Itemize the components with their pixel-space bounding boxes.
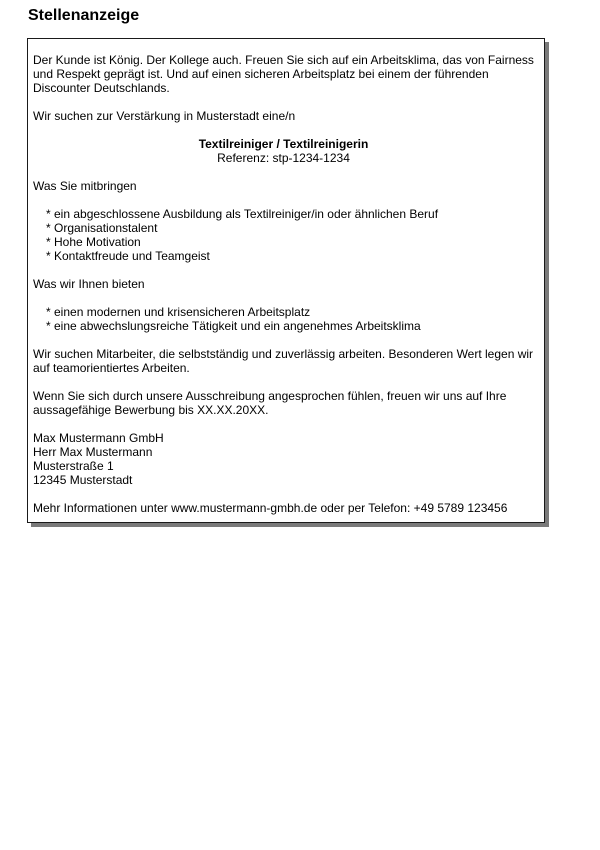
postal-city: 12345 Musterstadt xyxy=(33,473,133,487)
list-item: * ein abgeschlossene Ausbildung als Textilreiniger/in oder ähnlichen Beruf xyxy=(46,207,439,221)
list-item: * Organisationstalent xyxy=(46,221,158,235)
list-item: * Hohe Motivation xyxy=(46,235,141,249)
list-item: * einen modernen und krisensicheren Arbeitsplatz xyxy=(46,305,311,319)
contact-block xyxy=(33,431,534,487)
offer-heading: Was wir Ihnen bieten xyxy=(33,277,145,291)
company-name: Max Mustermann GmbH xyxy=(33,431,164,445)
search-line: Wir suchen zur Verstärkung in Musterstadt eine/n xyxy=(33,109,296,123)
job-heading xyxy=(33,137,534,165)
more-info-line: Mehr Informationen unter www.mustermann-gmbh.de oder per Telefon: +49 5789 123456 xyxy=(33,501,508,515)
job-title: Textilreiniger / Textilreinigerin xyxy=(198,137,369,151)
job-ad-box xyxy=(27,38,545,523)
list-item: * eine abwechslungsreiche Tätigkeit und ein angenehmes Arbeitsklima xyxy=(46,319,421,333)
list-item: * Kontaktfreude und Teamgeist xyxy=(46,249,210,263)
values-paragraph: Wir suchen Mitarbeiter, die selbstständig und zuverlässig arbeiten. Besonderen Wert legen wir auf teamorientiertes Arbeiten. xyxy=(33,347,534,375)
requirements-heading: Was Sie mitbringen xyxy=(33,179,137,193)
requirements-list xyxy=(33,207,534,263)
contact-person: Herr Max Mustermann xyxy=(33,445,153,459)
intro-paragraph: Der Kunde ist König. Der Kollege auch. Freuen Sie sich auf ein Arbeitsklima, das von Fairness und Respekt geprägt ist. Und auf einen sicheren Arbeitsplatz bei einem der führenden Discounter Deutschlands. xyxy=(33,53,534,95)
page-title: Stellenanzeige xyxy=(28,7,140,24)
street-address: Musterstraße 1 xyxy=(33,459,114,473)
apply-paragraph: Wenn Sie sich durch unsere Ausschreibung angesprochen fühlen, freuen wir uns auf Ihre aussagefähige Bewerbung bis XX.XX.20XX. xyxy=(33,389,507,417)
reference-number: Referenz: stp-1234-1234 xyxy=(217,151,350,165)
offer-list xyxy=(33,305,534,333)
